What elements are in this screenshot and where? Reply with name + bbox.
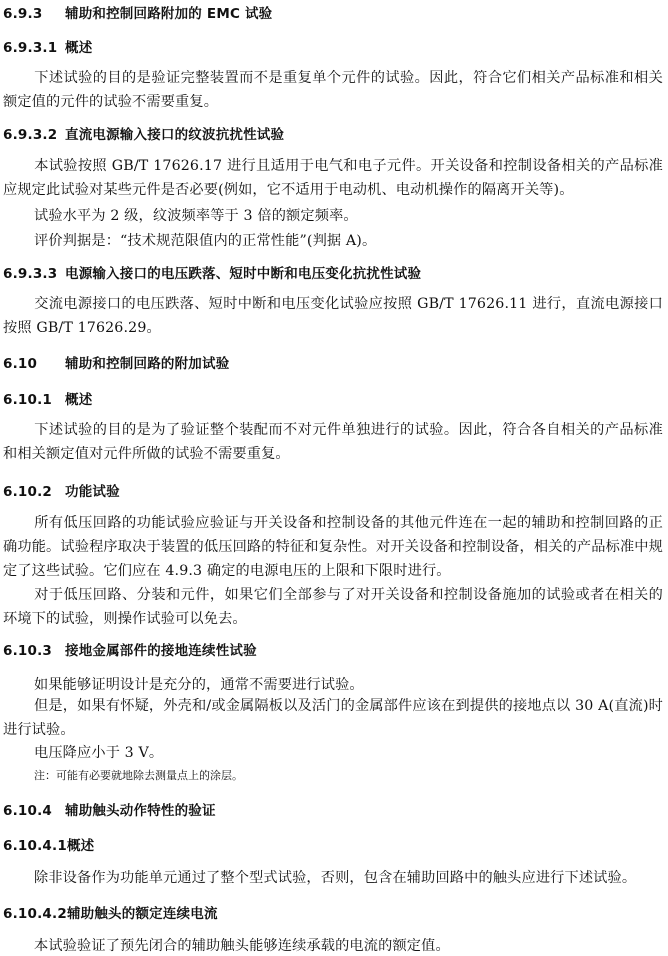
section-heading: [3, 838, 94, 854]
section-title: 直流电源输入接口的纹波抗扰性试验: [65, 127, 285, 143]
section-heading: [3, 266, 421, 282]
section-heading: [3, 906, 218, 922]
section-number: 6.10.3: [3, 643, 53, 659]
section-title: 辅助触头的额定连续电流: [66, 906, 218, 922]
section-number: 6.10.4.2: [3, 906, 67, 922]
section-title: 辅助和控制回路的附加试验: [65, 356, 230, 372]
section-title: 辅助和控制回路附加的 EMC 试验: [65, 6, 273, 22]
section-title: 功能试验: [65, 484, 120, 500]
paragraph-line: 除非设备作为功能单元通过了整个型式试验，否则，包含在辅助回路中的触头应进行下述试验。: [34, 870, 637, 886]
section-title: 辅助触头动作特性的验证: [65, 803, 216, 819]
section-number: 6.10.4: [3, 803, 53, 819]
paragraph: 下述试验的目的是为了验证整个装配而不对元件单独进行的试验。因此，符合各自相关的产品标准和相关额定值对元件所做的试验不需要重复。: [3, 422, 663, 462]
section-number: 6.10: [3, 356, 38, 372]
section-number: 6.9.3.1: [3, 40, 58, 56]
paragraph: 交流电源接口的电压跌落、短时中断和电压变化试验应按照 GB/T 17626.11 进行，直流电源接口按照 GB/T 17626.29。: [3, 296, 663, 336]
paragraph: 本试验按照 GB/T 17626.17 进行且适用于电气和电子元件。开关设备和控制设备相关的产品标准应规定此试验对某些元件是否必要(例如，它不适用于电动机、电动机操作的隔离开关等)。: [3, 158, 663, 198]
section-number: 6.10.4.1: [3, 838, 67, 854]
section-title: 概述: [65, 392, 93, 408]
section-heading: [3, 803, 216, 819]
section-title: 概述: [65, 40, 93, 56]
section-heading: [3, 356, 229, 372]
section-number: 6.10.1: [3, 392, 53, 408]
section-number: 6.9.3.2: [3, 127, 58, 143]
note: 注：可能有必要就地除去测量点上的涂层。: [34, 769, 243, 782]
section-title: 接地金属部件的接地连续性试验: [65, 643, 257, 659]
section-heading: [3, 127, 284, 143]
section-heading: [3, 40, 92, 56]
paragraph-line: 评价判据是：“技术规范限值内的正常性能”(判据 A)。: [34, 233, 377, 249]
paragraph: 所有低压回路的功能试验应验证与开关设备和控制设备的其他元件连在一起的辅助和控制回路的正确功能。试验程序取决于装置的低压回路的特征和复杂性。对开关设备和控制设备，相关的产品标准中规定了这些试验。它们应在 4.9.3 确定的电源电压的上限和下限时进行。: [3, 515, 663, 579]
section-heading: [3, 392, 92, 408]
paragraph: 对于低压回路、分装和元件，如果它们全部参与了对开关设备和控制设备施加的试验或者在相关的环境下的试验，则操作试验可以免去。: [3, 587, 663, 627]
section-number: 6.10.2: [3, 484, 53, 500]
paragraph: 下述试验的目的是验证完整装置而不是重复单个元件的试验。因此，符合它们相关产品标准和相关额定值的元件的试验不需要重复。: [3, 70, 663, 110]
section-heading: [3, 6, 272, 22]
paragraph-line: 如果能够证明设计是充分的，通常不需要进行试验。: [34, 677, 364, 693]
section-title: 电源输入接口的电压跌落、短时中断和电压变化抗扰性试验: [65, 266, 422, 282]
paragraph-line: 试验水平为 2 级，纹波频率等于 3 倍的额定频率。: [34, 208, 358, 224]
paragraph: 但是，如果有怀疑，外壳和/或金属隔板以及活门的金属部件应该在到提供的接地点以 30 A(直流)时进行试验。: [3, 698, 663, 738]
section-number: 6.9.3.3: [3, 266, 58, 282]
section-heading: [3, 643, 257, 659]
paragraph-line: 电压降应小于 3 V。: [34, 745, 164, 761]
section-title: 概述: [66, 838, 95, 854]
paragraph-line: 本试验验证了预先闭合的辅助触头能够连续承载的电流的额定值。: [34, 938, 450, 954]
section-heading: [3, 484, 120, 500]
section-number: 6.9.3: [3, 6, 43, 22]
